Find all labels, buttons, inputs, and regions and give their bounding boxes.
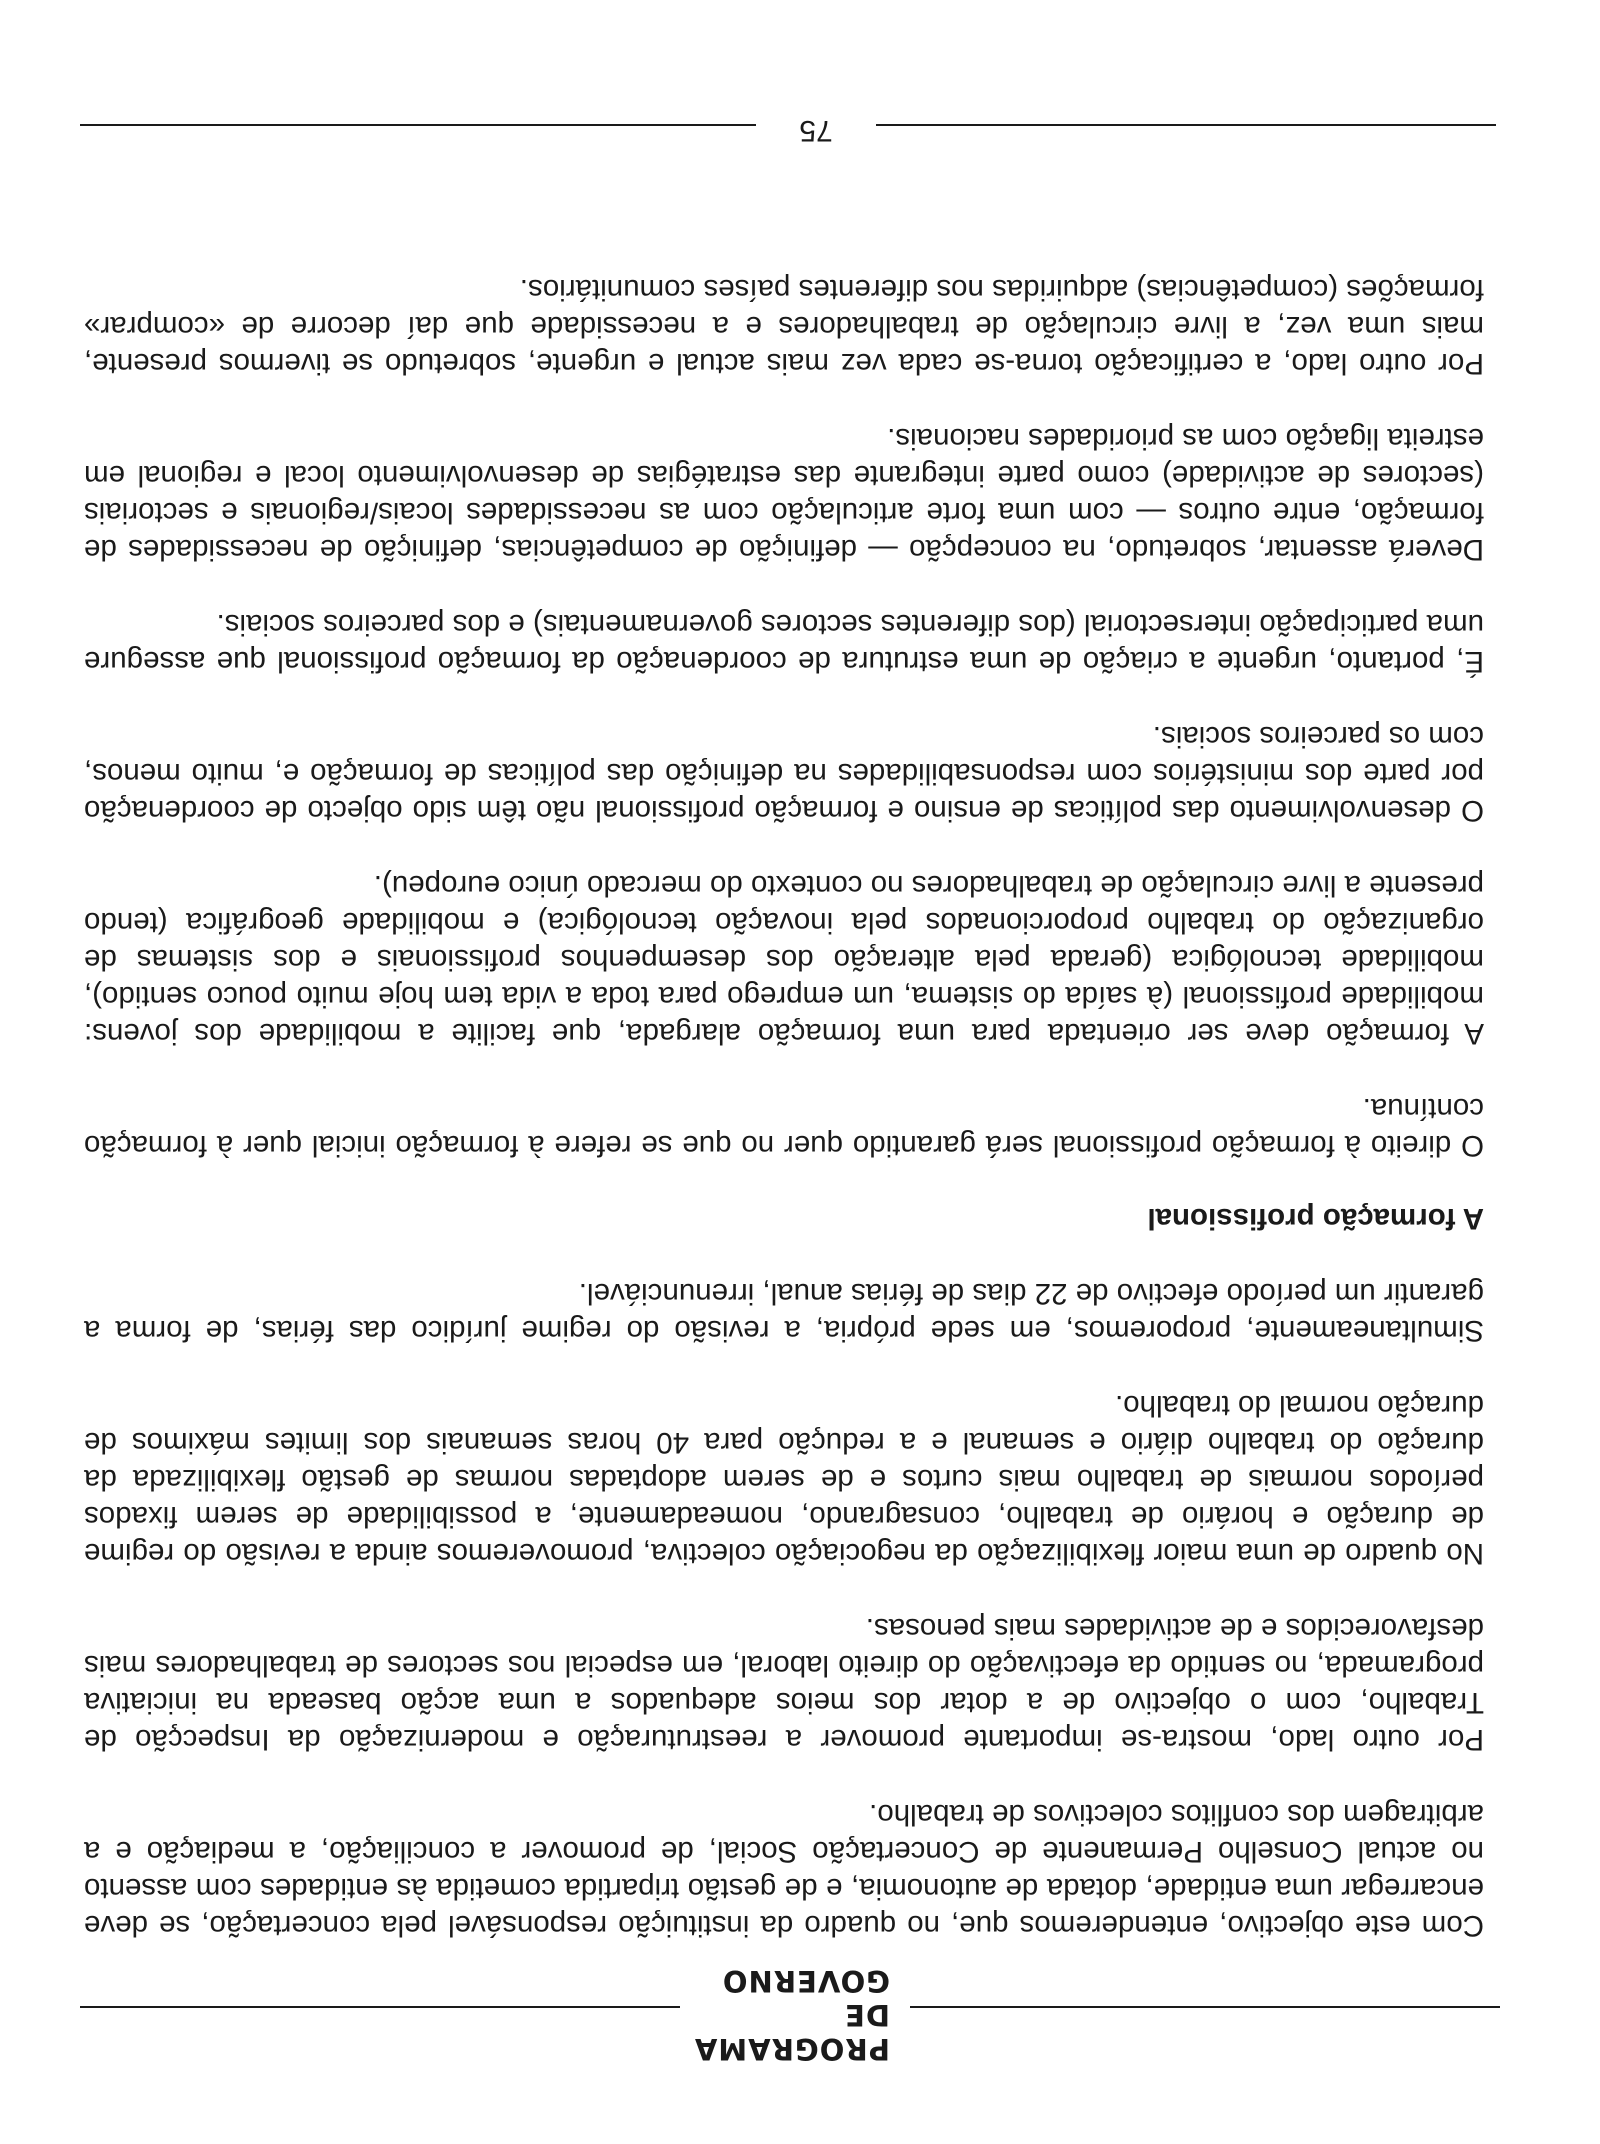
- paragraph: Por outro lado, mostra-se importante promover a reestruturação e modernização da Inspecção de Trabalho, com o objectivo de a dotar dos meios adequados a uma acção baseada na iniciativa programada, no sentido da efectivação do direito laboral, em especial nos sectores de trabalhadores mais desfavorecidos e de actividades mais penosas.: [84, 1612, 1484, 1756]
- footer-rule-left: [876, 124, 1496, 126]
- header-title: [690, 1964, 890, 2066]
- paragraph: O direito à formação profissional será garantido quer no que se refere à formação inicial quer à formação contínua.: [84, 1092, 1484, 1162]
- paragraph: Simultaneamente, proporemos, em sede própria, a revisão do regime jurídico das férias, de forma a garantir um período efectivo de 22 dias de férias anual, irrenunciável.: [84, 1277, 1484, 1347]
- page-header: [80, 1964, 1500, 2066]
- page-body: [84, 233, 1484, 1944]
- paragraph: A formação deve ser orientada para uma formação alargada, que facilite a mobilidade dos jovens: mobilidade profissional (à saída do sistema, um emprego para toda a vida tem hoje muito pouco sentido), mobilidade tecnológica (gerada pela alteração dos desempenhos profissionais e dos sistemas de organização do trabalho proporcionados pela inovação tecnológica) e mobilidade geográfica (tendo presente a livre circulação de trabalhadores no contexto do mercado único europeu).: [84, 869, 1484, 1050]
- page-footer: [80, 110, 1496, 150]
- footer-rule-right: [80, 124, 756, 126]
- paragraph: No quadro de uma maior flexibilização da negociação colectiva, promoveremos ainda a revisão do regime de duração e horário de trabalho, consagrando, nomeadamente, a possibilidade de serem fixados períodos normais de trabalho mais curtos e de serem adoptadas normas de gestão flexibilizada da duração do trabalho diário e semanal e a redução para 40 horas semanais dos limites máximos de duração normal do trabalho.: [84, 1389, 1484, 1570]
- header-rule-left: [910, 2006, 1500, 2008]
- section-heading: A formação profissional: [1147, 1202, 1484, 1235]
- header-rule-right: [80, 2006, 680, 2008]
- paragraph: É, portanto, urgente a criação de uma estrutura de coordenação da formação profissional que assegure uma participação intersectorial (dos diferentes sectores governamentais) e dos parceiros sociais.: [84, 608, 1484, 678]
- paragraph: O desenvolvimento das políticas de ensino e formação profissional não têm sido objecto de coordenação por parte dos ministérios com responsabilidades na definição das políticas de formação e, muito menos, com os parceiros sociais.: [84, 720, 1484, 827]
- page-number: 75: [799, 114, 833, 147]
- header-title-line1: PROGRAMA: [693, 2032, 890, 2066]
- paragraph: Deverá assentar, sobretudo, na concepção — definição de competências, definição de necessidades de formação, entre outros — com uma forte articulação com as necessidades locais/regionais e sectoriais (sectores de actividade) como parte integrante das estratégias de desenvolvimento local e regional em estreita ligação com as prioridades nacionais.: [84, 422, 1484, 566]
- header-title-line2: DE GOVERNO: [721, 1964, 890, 2032]
- paragraph: Por outro lado, a certificação torna-se cada vez mais actual e urgente, sobretudo se tivermos presente, mais uma vez, a livre circulação de trabalhadores e a necessidade que daí decorre de «comprar» formações (competências) adquiridas nos diferentes países comunitários.: [84, 273, 1484, 380]
- paragraph: Com este objectivo, entenderemos que, no quadro da instituição responsável pela concertação, se deve encarregar uma entidade, dotada de autonomia, e de gestão tripartida cometida às entidades com assento no actual Conselho Permanente de Concertação Social, de promover a conciliação, a mediação e a arbitragem dos conflitos colectivos de trabalho.: [84, 1798, 1484, 1942]
